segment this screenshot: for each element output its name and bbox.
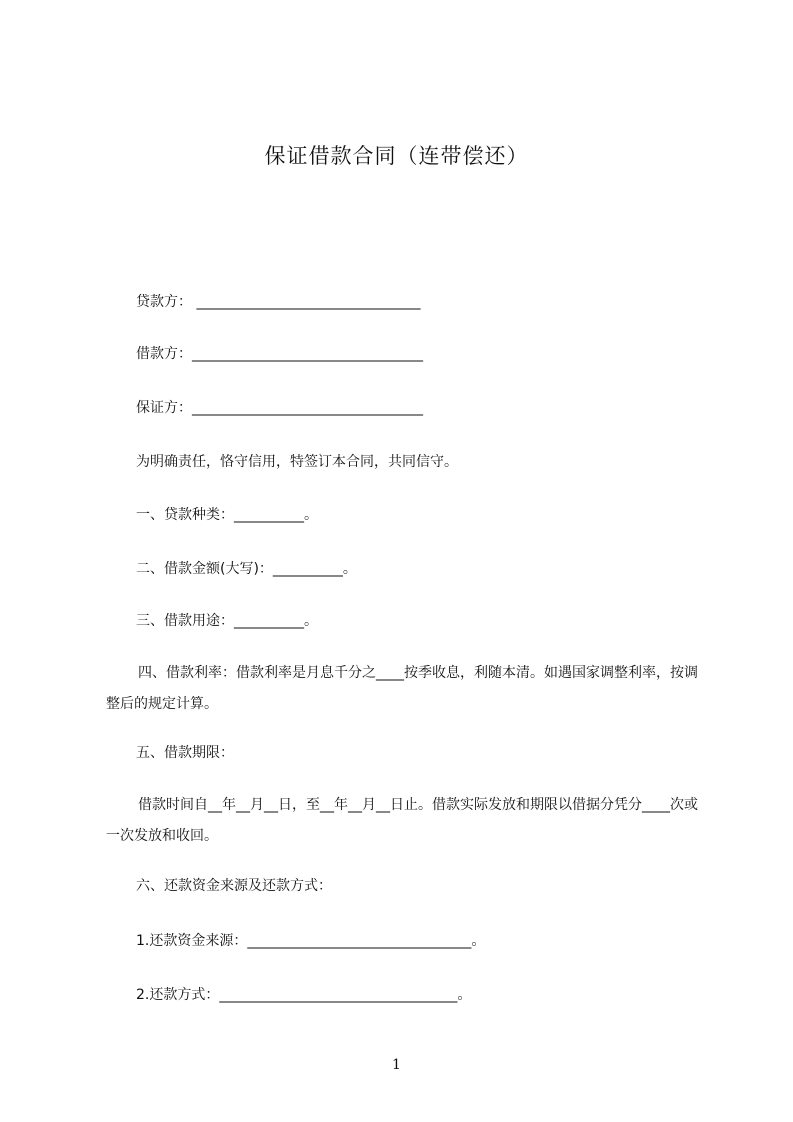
repayment-source: 1.还款资金来源：________________________________。 xyxy=(136,933,486,949)
clause-loan-type: 一、贷款种类：__________。 xyxy=(136,507,318,523)
clause-loan-amount: 二、借款金额(大写)：__________。 xyxy=(136,561,357,577)
repayment-method: 2.还款方式：__________________________________。 xyxy=(136,987,472,1003)
document-title: 保证借款合同（连带偿还） xyxy=(264,144,529,168)
intro-text: 为明确责任，恪守信用，特签订本合同，共同信守。 xyxy=(136,454,458,470)
borrower-line: 借款方：_________________________________ xyxy=(136,346,423,362)
clause-loan-term: 五、借款期限： xyxy=(136,745,234,761)
clause-interest-rate: 四、借款利率：借款利率是月息千分之____按季收息，利随本清。如遇国家调整利率，按调整后的规定计算。 xyxy=(106,665,698,712)
page-number: 1 xyxy=(392,1057,401,1073)
clause-loan-purpose: 三、借款用途：__________。 xyxy=(136,613,318,629)
clause-loan-term-body: 借款时间自__年__月__日，至__年__月__日止。借款实际发放和期限以借据分凭分____次或一次发放和收回。 xyxy=(106,797,698,844)
clause-repayment: 六、还款资金来源及还款方式： xyxy=(136,878,332,894)
guarantor-line: 保证方：_________________________________ xyxy=(136,400,423,416)
lender-line: 贷款方： ________________________________ xyxy=(136,294,421,310)
